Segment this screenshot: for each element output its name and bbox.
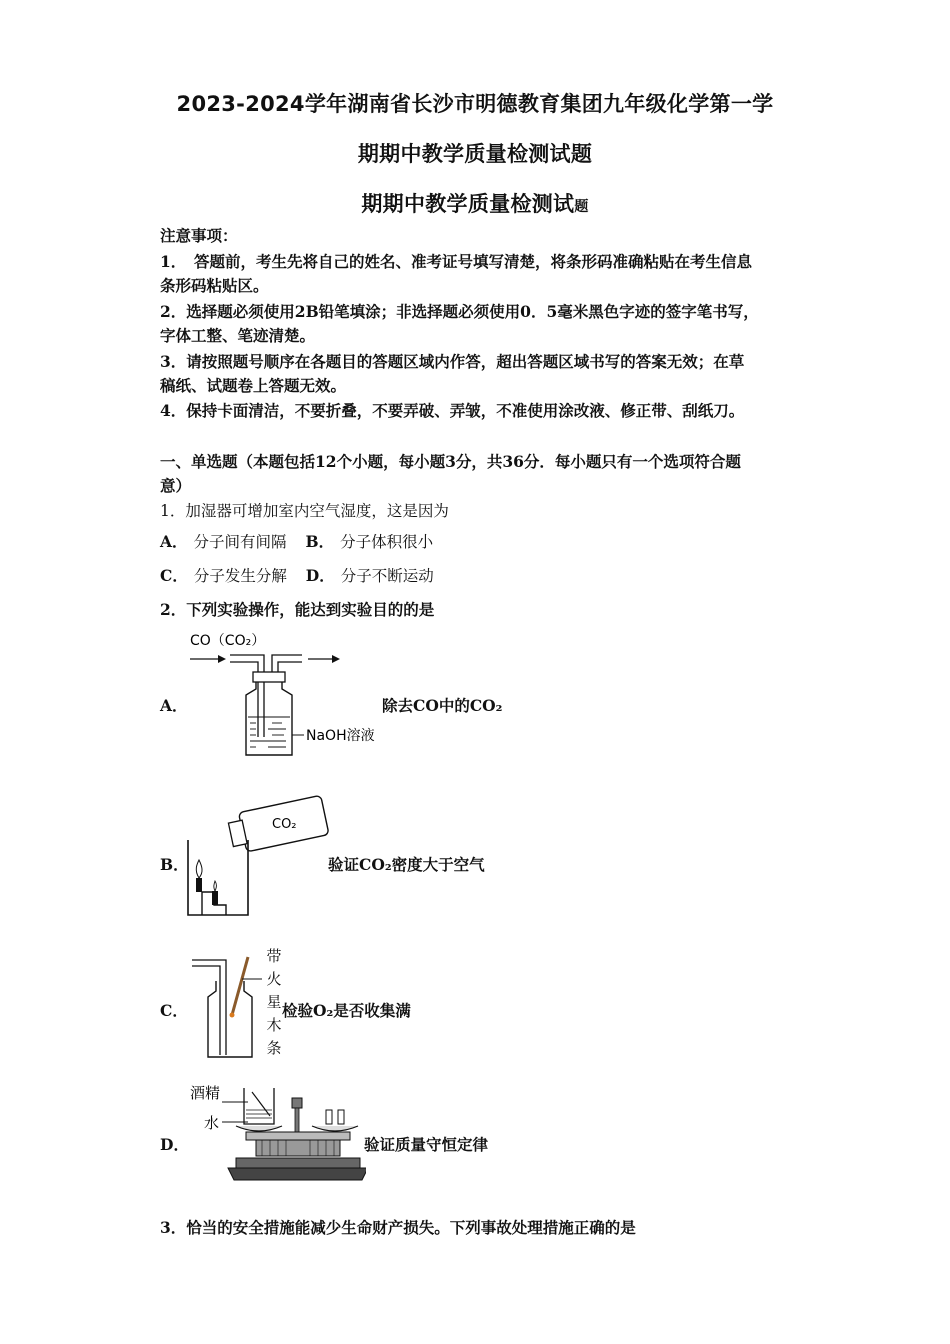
stick-label-char: 带 <box>266 947 282 965</box>
q1-options-row-2 <box>160 564 434 586</box>
notice-line: 4．保持卡面清洁，不要折叠，不要弄破、弄皱，不准使用涂改液、修正带、刮纸刀。 <box>160 401 745 420</box>
q3-stem: 3．恰当的安全措施能减少生命财产损失。下列事故处理措施正确的是 <box>160 1218 636 1237</box>
section-heading: 一、单选题（本题包括12个小题，每小题3分，共36分．每小题只有一个选项符合题 <box>160 452 741 471</box>
q1-option-d-letter: D． <box>305 566 335 585</box>
title-line-1: 2023-2024学年湖南省长沙市明德教育集团九年级化学第一学 <box>176 92 774 116</box>
q2-option-d-letter: D． <box>160 1135 189 1154</box>
notice-line: 字体工整、笔迹清楚。 <box>160 326 316 345</box>
q1-stem: 1．加湿器可增加室内空气湿度，这是因为 <box>160 502 449 520</box>
q2-option-b-letter: B． <box>160 855 189 874</box>
stick-label-char: 木 <box>266 1016 282 1034</box>
notice-line: 稿纸、试题卷上答题无效。 <box>160 376 347 395</box>
q1-option-a-text: 分子间有间隔 <box>193 533 287 551</box>
q1-option-c-text: 分子发生分解 <box>193 567 287 585</box>
bottle-label: CO₂ <box>272 817 297 832</box>
balance-diagram <box>186 1076 366 1188</box>
notice-line: 1． 答题前，考生先将自己的姓名、准考证号填写清楚，将条形码准确粘贴在考生信息 <box>160 252 753 271</box>
q1-option-c-letter: C． <box>160 566 188 585</box>
q1-option-d-text: 分子不断运动 <box>340 567 434 585</box>
gas-wash-bottle-diagram <box>186 625 386 760</box>
water-label: 水 <box>204 1114 220 1132</box>
stick-label-char: 星 <box>266 993 282 1011</box>
stick-label-char: 条 <box>266 1039 282 1057</box>
notice-line: 2．选择题必须使用2B铅笔填涂；非选择题必须使用0．5毫米黑色字迹的签字笔书写， <box>160 302 759 321</box>
q2-option-a-letter: A． <box>160 696 188 715</box>
notice-line: 条形码粘贴区。 <box>160 276 269 295</box>
section-heading-cont: 意） <box>160 476 192 495</box>
q1-option-b-text: 分子体积很小 <box>340 533 434 551</box>
q2-option-c-text: 检验O₂是否收集满 <box>282 1001 411 1020</box>
q2-option-d-text: 验证质量守恒定律 <box>364 1135 489 1154</box>
title-line-3-main: 期期中教学质量检测试 <box>361 192 575 216</box>
q2-option-a-text: 除去CO中的CO₂ <box>382 696 503 715</box>
stick-label-char: 火 <box>266 970 282 988</box>
liquid-label: NaOH溶液 <box>306 728 375 744</box>
notice-heading: 注意事项： <box>160 226 238 245</box>
title-line-3-small: 题 <box>574 199 589 215</box>
title-line-3 <box>0 188 950 218</box>
q2-option-c-letter: C． <box>160 1001 188 1020</box>
q1-option-b-letter: B． <box>305 532 335 551</box>
gas-label: CO（CO₂） <box>190 633 266 649</box>
alcohol-label: 酒精 <box>190 1084 221 1102</box>
notice-line: 3．请按照题号顺序在各题目的答题区域内作答，超出答题区域书写的答案无效；在草 <box>160 352 745 371</box>
q2-option-b-text: 验证CO₂密度大于空气 <box>328 855 485 874</box>
q1-option-a-letter: A． <box>160 532 188 551</box>
q1-options-row-1 <box>160 530 433 552</box>
title-line-2: 期期中教学质量检测试题 <box>357 142 593 166</box>
co2-pouring-diagram <box>182 790 332 920</box>
q2-stem: 2．下列实验操作，能达到实验目的的是 <box>160 600 435 619</box>
